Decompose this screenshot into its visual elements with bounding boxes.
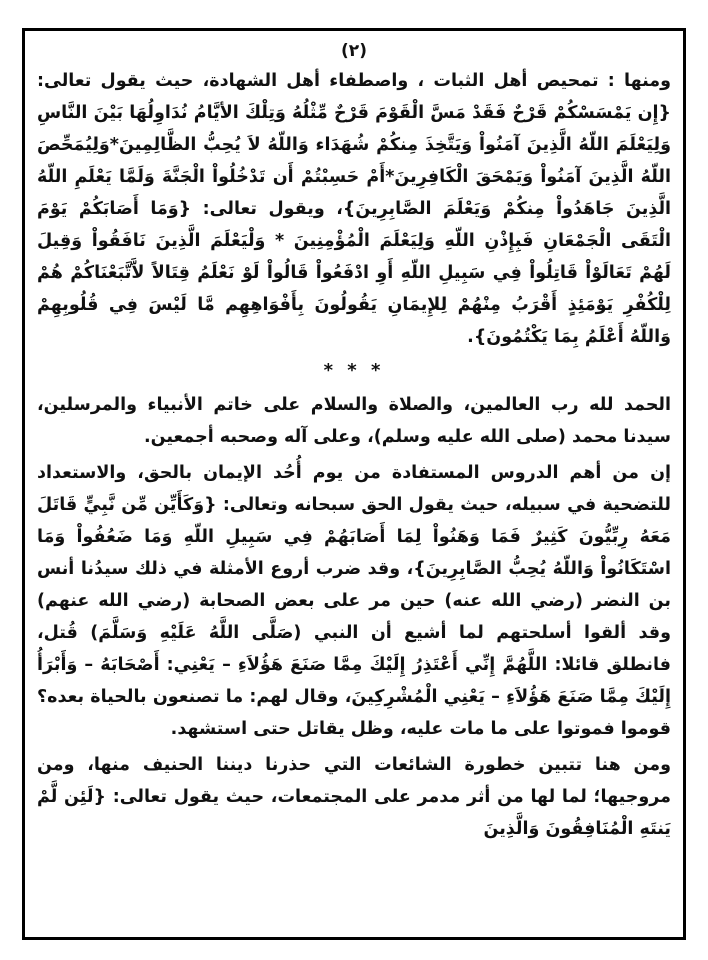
page-number: (٢) — [341, 41, 367, 61]
lessons-emphasis: الإيمان بالحق — [143, 463, 262, 483]
paragraph-lessons — [37, 457, 671, 745]
section-intro: ، واصطفاء أهل الشهادة، حيث يقول تعالى: — [37, 71, 434, 91]
connector-text: ، ويقول تعالى: — [191, 199, 343, 219]
lessons-start: إن من أهم الدروس المستفادة من يوم أُحُد — [261, 463, 671, 483]
page-frame — [22, 28, 686, 940]
lessons-middle: ، والاستعداد للتضحية في سبيله، حيث يقول الحق سبحانه وتعالى: — [37, 463, 672, 515]
quran-verse-4: {لَئِن لَّمْ يَنتَهِ الْمُنَافِقُونَ وَالَّذِينَ — [37, 787, 671, 839]
example-text-1: وقد ضرب أروع الأمثلة في ذلك سيدُنا أنس بن النضر (رضي الله عنه) حين مر على بعض الصحابة (رضي الله عنهم) وقد ألقوا أسلحتهم لما أشيع أن النبي — [37, 559, 671, 643]
page-content — [37, 37, 671, 845]
salah-phrase: (صَلَّى اللَّهُ عَلَيْهِ وَسَلَّمَ) — [90, 623, 302, 643]
quran-verse-3: {وَكَأَيِّن مِّن نَّبِيٍّ قَاتَلَ مَعَهُ رِبِّيُّونَ كَثِيرٌ فَمَا وَهَنُواْ لِمَا أَصَابَهُمْ فِي سَبِيلِ اللّهِ وَمَا ضَعُفُواْ وَمَا اسْتَكَانُواْ وَاللّهُ يُحِبُّ الصَّابِرِينَ} — [37, 495, 672, 579]
quran-verse-1: {إِن يَمْسَسْكُمْ قَرْحٌ فَقَدْ مَسَّ الْقَوْمَ قَرْحٌ مِّثْلُهُ وَتِلْكَ الأيَّامُ نُدَاوِلُهَا بَيْنَ النَّاسِ وَلِيَعْلَمَ اللّهُ الَّذِينَ آمَنُواْ وَيَتَّخِذَ مِنكُمْ شُهَدَاء وَاللّهُ لاَ يُحِبُّ الظَّالِمِينَ*وَلِيُمَحِّصَ اللّهُ الَّذِينَ آمَنُواْ وَيَمْحَقَ الْكَافِرِينَ*أَمْ حَسِبْتُمْ أَن تَدْخُلُواْ الْجَنَّةَ وَلَمَّا يَعْلَمِ اللّهُ الَّذِينَ جَاهَدُواْ مِنكُمْ وَيَعْلَمَ الصَّابِرِينَ} — [37, 103, 672, 219]
paragraph-rumors — [37, 749, 671, 845]
separator: * * * — [323, 360, 385, 381]
section-lead: ومنها : — [598, 71, 671, 91]
section-tamhees — [37, 65, 671, 353]
example-text-2: قُتل، فانطلق قائلا: — [37, 623, 672, 675]
example-text-3: ، وقال لهم: ما تصنعون بالحياة بعده؟ قوموا فموتوا على ما مات عليه، وظل يقاتل حتى استشهد. — [37, 687, 671, 739]
lessons-end: ، — [406, 559, 414, 579]
rumors-text: ومن هنا تتبين خطورة الشائعات التي حذرنا ديننا الحنيف منها، ومن مروجيها؛ لما لها من أثر مدمر على المجتمعات، حيث يقول تعالى: — [37, 755, 671, 807]
anas-dua: اللَّهُمَّ إِنِّي أَعْتَذِرُ إِلَيْكَ مِمَّا صَنَعَ هَؤُلاَءِ – يَعْنِي: أَصْحَابَهُ – وَأَبْرَأُ إِلَيْكَ مِمَّا صَنَعَ هَؤُلاَءِ – يَعْنِي الْمُشْرِكِينَ — [37, 655, 672, 707]
section-heading: تمحيص أهل الثبات — [433, 71, 599, 91]
quran-verse-2: {وَمَا أَصَابَكُمْ يَوْمَ الْتَقَى الْجَمْعَانِ فَبِإِذْنِ اللّهِ وَلِيَعْلَمَ الْمُؤْمِنِينَ * وَلْيَعْلَمَ الَّذِينَ نَافَقُواْ وَقِيلَ لَهُمْ تَعَالَوْاْ قَاتِلُواْ فِي سَبِيلِ اللّهِ أَوِ ادْفَعُواْ قَالُواْ لَوْ نَعْلَمُ قِتَالاً لاَّتَّبَعْنَاكُمْ هُمْ لِلْكُفْرِ يَوْمَئِذٍ أَقْرَبُ مِنْهُمْ لِلإِيمَانِ يَقُولُونَ بِأَفْوَاهِهِم مَّا لَيْسَ فِي قُلُوبِهِمْ وَاللّهُ أَعْلَمُ بِمَا يَكْتُمُونَ}. — [37, 199, 671, 347]
paragraph-hamd: الحمد لله رب العالمين، والصلاة والسلام على خاتم الأنبياء والمرسلين، سيدنا محمد (صلى الله عليه وسلم)، وعلى آله وصحبه أجمعين. — [37, 395, 671, 447]
